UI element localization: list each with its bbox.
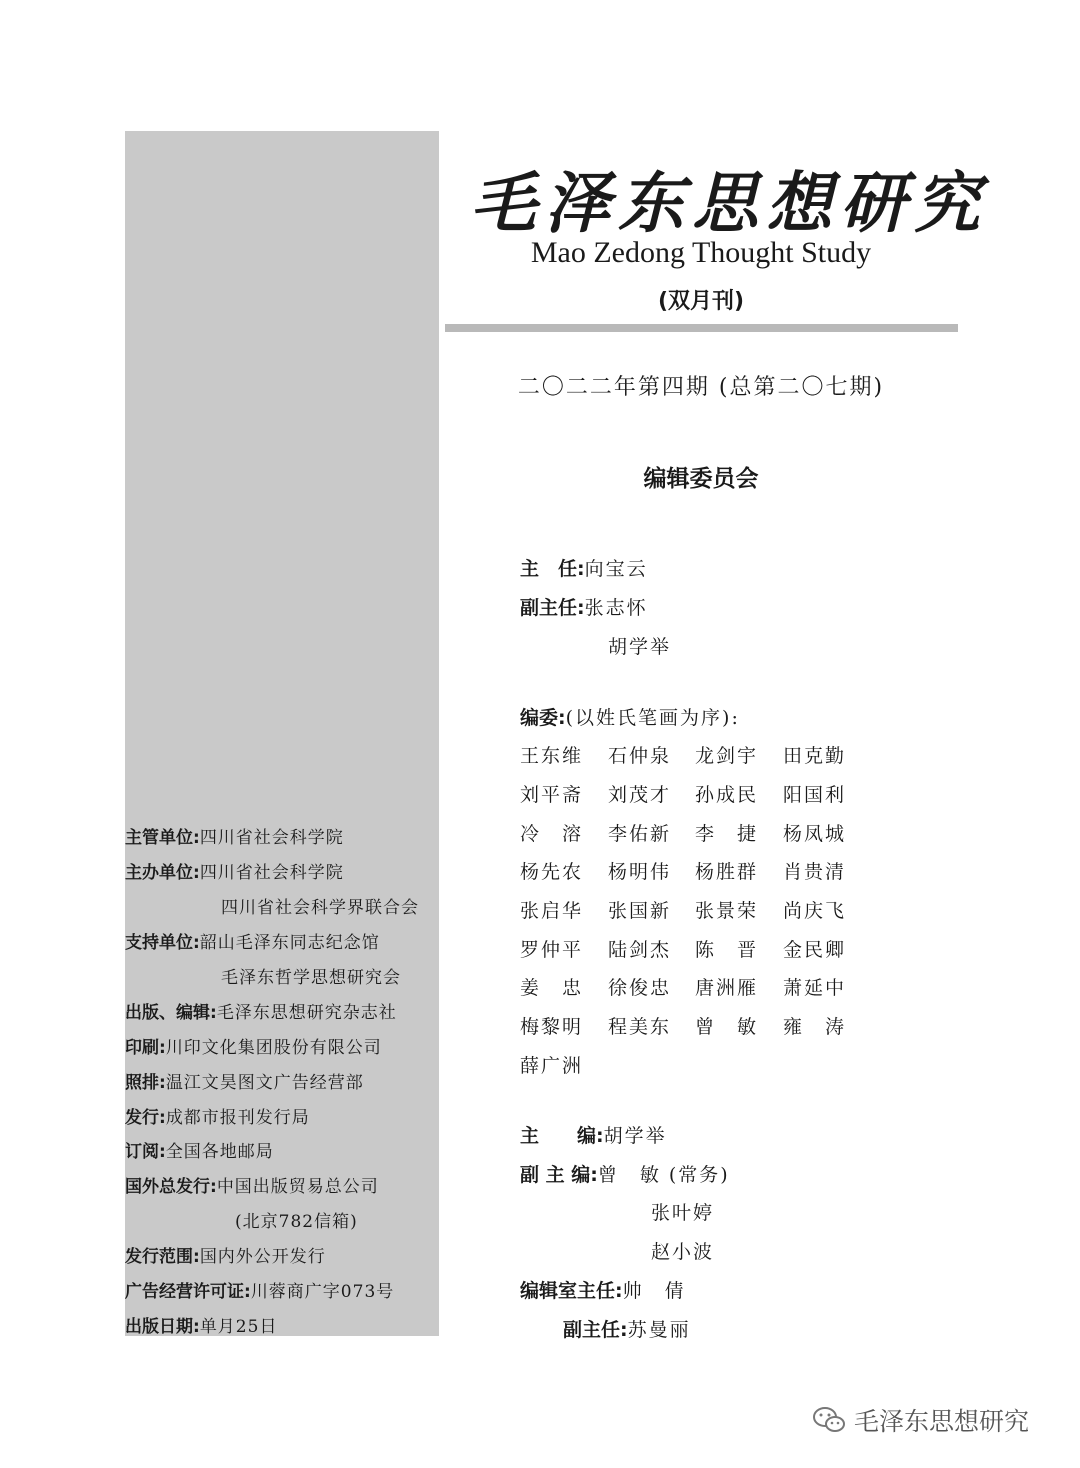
subscription-label: 订阅: — [125, 1142, 166, 1162]
member-name: 田克勤 — [783, 745, 847, 767]
member-name: 梅黎明 — [520, 1016, 584, 1038]
member-name: 唐洲雁 — [695, 977, 759, 999]
editorial-board-heading: 编辑委员会 — [643, 466, 759, 492]
member-name: 程美东 — [608, 1016, 672, 1038]
distribution-value: 成都市报刊发行局 — [165, 1108, 310, 1128]
overseas-label: 国外总发行: — [125, 1177, 217, 1197]
member-name: 尚庆飞 — [783, 900, 847, 922]
member-name: 陆剑杰 — [608, 939, 672, 961]
office-deputy-name: 苏曼丽 — [627, 1319, 691, 1341]
typeset-row — [125, 1073, 364, 1093]
colon: : — [590, 1164, 598, 1186]
sponsor-row — [125, 863, 344, 883]
chief-editor-name: 胡学举 — [603, 1125, 667, 1147]
office-head-name: 帅 倩 — [622, 1280, 686, 1302]
issue-number: 二〇二二年第四期 (总第二〇七期) — [517, 375, 885, 400]
journal-title-en: Mao Zedong Thought Study — [530, 236, 872, 269]
chief-editor-row — [520, 1121, 667, 1148]
member-name: 曾 敏 — [695, 1016, 759, 1038]
member-name: 龙剑宇 — [695, 745, 759, 767]
publication-info-panel — [125, 131, 439, 1336]
chief-editor-label: 主 编 — [520, 1125, 597, 1147]
pub-date-row — [125, 1317, 277, 1337]
support-value-1: 韶山毛泽东同志纪念馆 — [199, 933, 380, 953]
deputy-editor-name-2: 张叶婷 — [651, 1202, 715, 1224]
deputy-director-name-2: 胡学举 — [608, 636, 672, 658]
colon: : — [596, 1125, 604, 1147]
overseas-value: 中国出版贸易总公司 — [216, 1177, 379, 1197]
deputy-editor-row — [520, 1160, 730, 1187]
member-name: 萧延中 — [783, 977, 847, 999]
member-name: 杨明伟 — [608, 861, 672, 883]
wechat-icon — [812, 1405, 846, 1435]
masthead-divider — [445, 324, 958, 332]
subscription-row — [125, 1142, 274, 1162]
supervisor-value: 四川省社会科学院 — [199, 828, 344, 848]
member-name: 杨先农 — [520, 861, 584, 883]
colon: : — [577, 558, 585, 580]
office-head-label: 编辑室主任 — [520, 1280, 616, 1302]
members-label: 编委 — [520, 707, 559, 729]
member-name: 雍 涛 — [783, 1016, 847, 1038]
publisher-row — [125, 1003, 397, 1023]
printer-value: 川印文化集团股份有限公司 — [165, 1038, 382, 1058]
subscription-value: 全国各地邮局 — [165, 1142, 274, 1162]
member-name: 孙成民 — [695, 784, 759, 806]
printer-label: 印刷: — [125, 1038, 166, 1058]
member-name: 杨胜群 — [695, 861, 759, 883]
publisher-value: 毛泽东思想研究杂志社 — [216, 1003, 397, 1023]
members-heading — [520, 703, 740, 730]
supervisor-label: 主管单位: — [125, 828, 200, 848]
support-row-2 — [221, 968, 401, 988]
member-name: 李 捷 — [695, 823, 759, 845]
journal-title-cn: 毛泽东思想研究 — [470, 164, 988, 242]
member-name: 罗仲平 — [520, 939, 584, 961]
director-label: 主 任 — [520, 558, 578, 580]
member-name: 姜 忠 — [520, 977, 584, 999]
scope-value: 国内外公开发行 — [199, 1247, 326, 1267]
sponsor-row-2 — [221, 898, 419, 918]
member-name: 冷 溶 — [520, 823, 584, 845]
pub-date-label: 出版日期: — [125, 1317, 200, 1337]
wechat-watermark — [812, 1402, 1029, 1438]
deputy-editor-name-3: 赵小波 — [651, 1241, 715, 1263]
printer-row — [125, 1038, 382, 1058]
overseas-box-row — [235, 1212, 358, 1232]
ad-license-value: 川蓉商广字073号 — [250, 1282, 395, 1302]
support-row — [125, 933, 380, 953]
director-row — [520, 554, 648, 581]
office-deputy-label: 副主任 — [563, 1319, 621, 1341]
pub-date-value: 单月25日 — [199, 1317, 278, 1337]
member-name: 张国新 — [608, 900, 672, 922]
colon: : — [558, 707, 566, 729]
ad-license-row — [125, 1282, 394, 1302]
member-name: 石仲泉 — [608, 745, 672, 767]
support-value-2: 毛泽东哲学思想研究会 — [221, 968, 401, 988]
member-name: 肖贵清 — [783, 861, 847, 883]
colon: : — [577, 597, 585, 619]
deputy-director-name-1: 张志怀 — [584, 597, 648, 619]
deputy-editor-label: 副 主 编 — [520, 1164, 591, 1186]
deputy-director-row — [520, 593, 648, 620]
publication-frequency: (双月刊) — [657, 289, 745, 314]
sponsor-value-2: 四川省社会科学界联合会 — [221, 898, 419, 918]
typeset-value: 温江文昊图文广告经营部 — [165, 1073, 364, 1093]
publisher-label: 出版、编辑: — [125, 1003, 217, 1023]
member-name: 金民卿 — [783, 939, 847, 961]
typeset-label: 照排: — [125, 1073, 166, 1093]
scope-row — [125, 1247, 326, 1267]
colon: : — [620, 1319, 628, 1341]
overseas-row — [125, 1177, 379, 1197]
ad-license-label: 广告经营许可证: — [125, 1282, 251, 1302]
supervisor-row — [125, 828, 344, 848]
overseas-box-value: (北京782信箱) — [235, 1212, 358, 1232]
scope-label: 发行范围: — [125, 1247, 200, 1267]
distribution-row — [125, 1108, 310, 1128]
member-name: 陈 晋 — [695, 939, 759, 961]
director-name: 向宝云 — [584, 558, 648, 580]
member-name: 张景荣 — [695, 900, 759, 922]
office-deputy-row — [563, 1315, 691, 1342]
members-note: (以姓氏笔画为序): — [565, 707, 740, 729]
support-label: 支持单位: — [125, 933, 200, 953]
office-head-row — [520, 1276, 686, 1303]
sponsor-value-1: 四川省社会科学院 — [199, 863, 344, 883]
member-name: 刘茂才 — [608, 784, 672, 806]
member-name: 王东维 — [520, 745, 584, 767]
member-name: 杨凤城 — [783, 823, 847, 845]
deputy-director-label: 副主任 — [520, 597, 578, 619]
deputy-editor-name-1: 曾 敏 (常务) — [597, 1164, 730, 1186]
member-name: 薛广洲 — [520, 1055, 584, 1077]
sponsor-label: 主办单位: — [125, 863, 200, 883]
distribution-label: 发行: — [125, 1108, 166, 1128]
member-name: 李佑新 — [608, 823, 672, 845]
colon: : — [615, 1280, 623, 1302]
member-name: 张启华 — [520, 900, 584, 922]
member-name: 刘平斋 — [520, 784, 584, 806]
watermark-text: 毛泽东思想研究 — [854, 1407, 1030, 1436]
member-name: 阳国利 — [783, 784, 847, 806]
member-name: 徐俊忠 — [608, 977, 672, 999]
